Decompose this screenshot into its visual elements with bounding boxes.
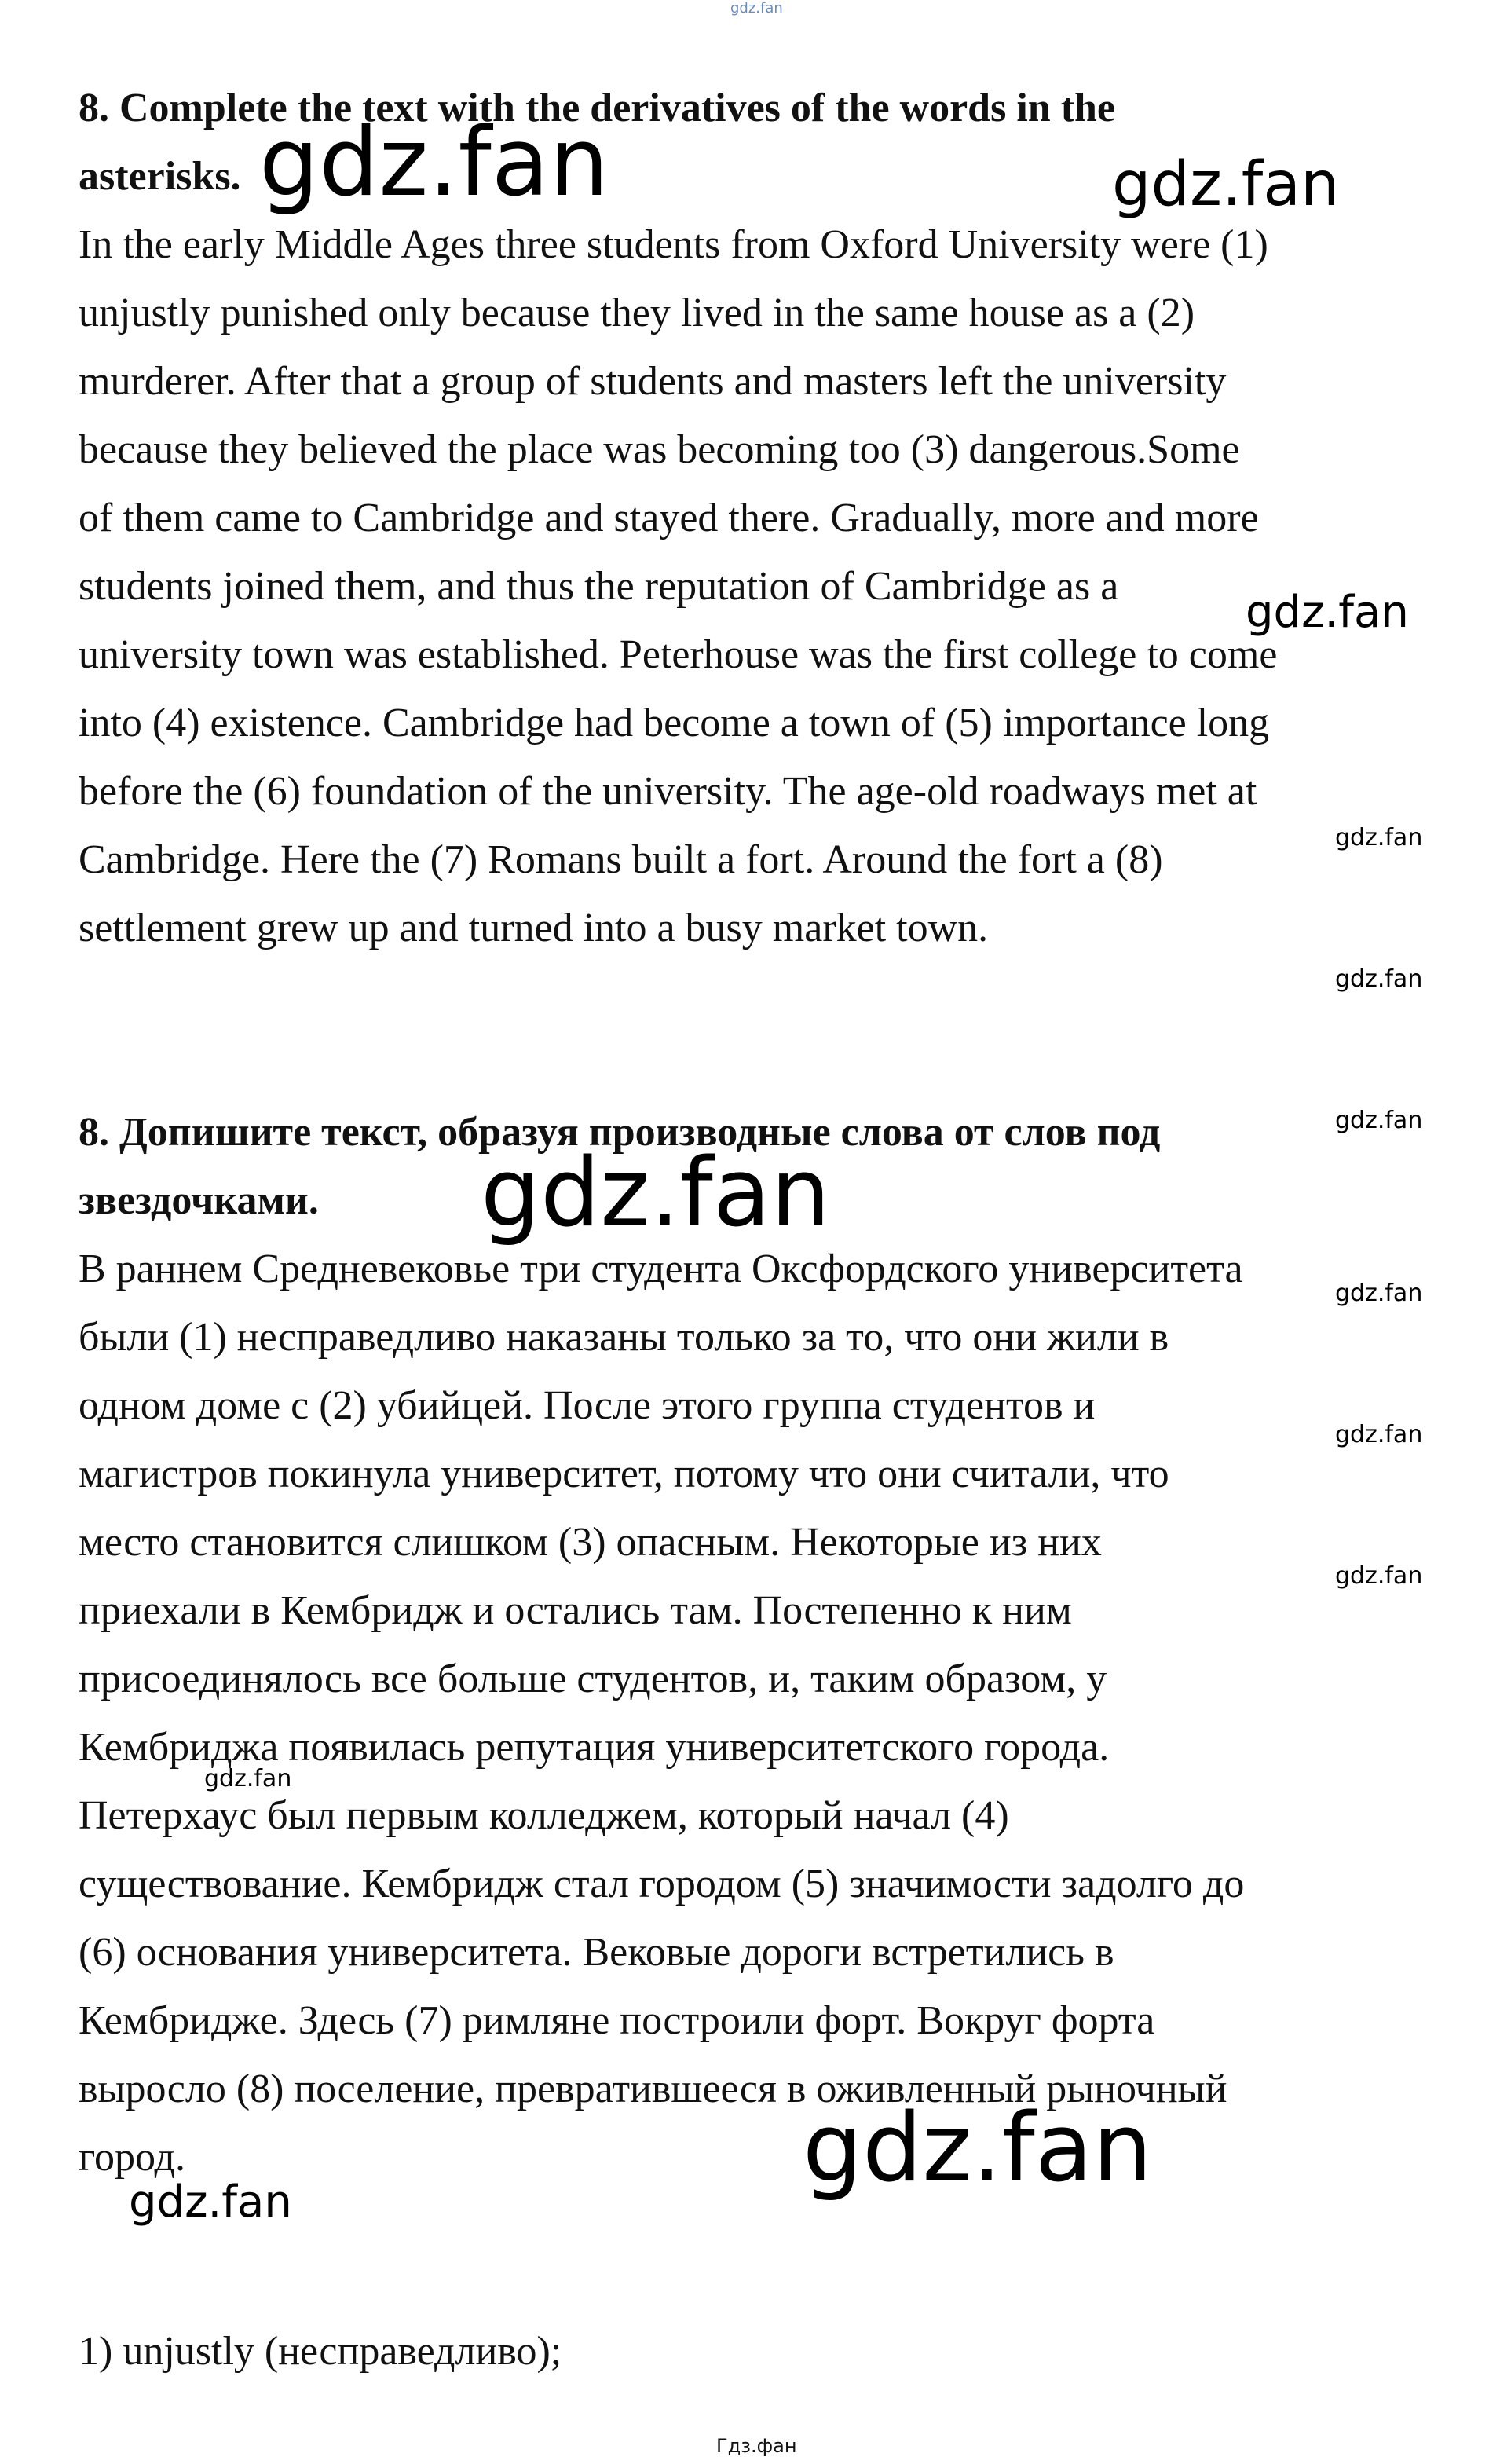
english-text-line: into (4) existence. Cambridge had become a town of (5) importance long — [79, 701, 1270, 745]
english-text-line: before the (6) foundation of the university. The age-old roadways met at — [79, 769, 1257, 814]
english-text-line: In the early Middle Ages three students from Oxford University were (1) — [79, 222, 1268, 267]
header-watermark: gdz.fan — [730, 0, 783, 16]
watermark: gdz.fan — [259, 108, 609, 218]
russian-text-line: присоединялось все больше студентов, и, таким образом, у — [79, 1657, 1107, 1701]
russian-text-line: одном доме с (2) убийцей. После этого группа студентов и — [79, 1383, 1096, 1428]
watermark: gdz.fan — [1335, 824, 1423, 851]
watermark: gdz.fan — [129, 2177, 292, 2228]
russian-text-line: существование. Кембридж стал городом (5) значимости задолго до — [79, 1862, 1245, 1906]
watermark: gdz.fan — [1335, 965, 1423, 993]
russian-text-line: магистров покинула университет, потому что они считали, что — [79, 1452, 1169, 1496]
watermark: gdz.fan — [1335, 1280, 1423, 1307]
watermark: gdz.fan — [1246, 587, 1409, 638]
english-text-line: Cambridge. Here the (7) Romans built a fort. Around the fort a (8) — [79, 837, 1163, 882]
russian-text-line: выросло (8) поселение, превратившееся в оживленный рыночный — [79, 2067, 1227, 2111]
russian-text-line: Петерхаус был первым колледжем, который начал (4) — [79, 1793, 1009, 1838]
answer-line: 1) unjustly (несправедливо); — [79, 2329, 562, 2374]
watermark: gdz.fan — [1335, 1421, 1423, 1448]
english-heading-line: 8. Complete the text with the derivatives of the words in the — [79, 86, 1116, 130]
english-text-line: university town was established. Peterhouse was the first college to come — [79, 632, 1278, 677]
russian-text-line: (6) основания университета. Вековые дороги встретились в — [79, 1930, 1114, 1975]
watermark: gdz.fan — [1112, 149, 1340, 220]
english-text-line: of them came to Cambridge and stayed there. Gradually, more and more — [79, 496, 1259, 540]
russian-text-line: В раннем Средневековье три студента Оксфордского университета — [79, 1247, 1243, 1291]
english-text-line: settlement grew up and turned into a busy market town. — [79, 906, 989, 950]
russian-text-line: Кембриджа появилась репутация университетского города. — [79, 1725, 1110, 1770]
watermark: gdz.fan — [204, 1765, 292, 1792]
russian-text-line: город. — [79, 2135, 185, 2180]
watermark: gdz.fan — [1335, 1107, 1423, 1134]
watermark: gdz.fan — [803, 2094, 1153, 2203]
russian-text-line: приехали в Кембридж и остались там. Постепенно к ним — [79, 1588, 1072, 1633]
russian-heading-line: 8. Допишите текст, образуя производные слова от слов под — [79, 1110, 1161, 1155]
russian-heading-line: звездочками. — [79, 1178, 319, 1223]
russian-text-line: место становится слишком (3) опасным. Некоторые из них — [79, 1520, 1102, 1565]
watermark: gdz.fan — [1335, 1562, 1423, 1590]
footer-mark: Гдз.фан — [716, 2435, 797, 2457]
english-text-line: murderer. After that a group of students and masters left the university — [79, 359, 1227, 404]
english-text-line: students joined them, and thus the reputation of Cambridge as a — [79, 564, 1119, 609]
english-text-line: unjustly punished only because they lived in the same house as a (2) — [79, 291, 1195, 335]
russian-text-line: были (1) несправедливо наказаны только за то, что они жили в — [79, 1315, 1169, 1360]
english-text-line: because they believed the place was becoming too (3) dangerous.Some — [79, 427, 1240, 472]
watermark: gdz.fan — [481, 1139, 831, 1248]
english-heading-line: asterisks. — [79, 154, 241, 199]
russian-text-line: Кембридже. Здесь (7) римляне построили форт. Вокруг форта — [79, 1998, 1155, 2043]
